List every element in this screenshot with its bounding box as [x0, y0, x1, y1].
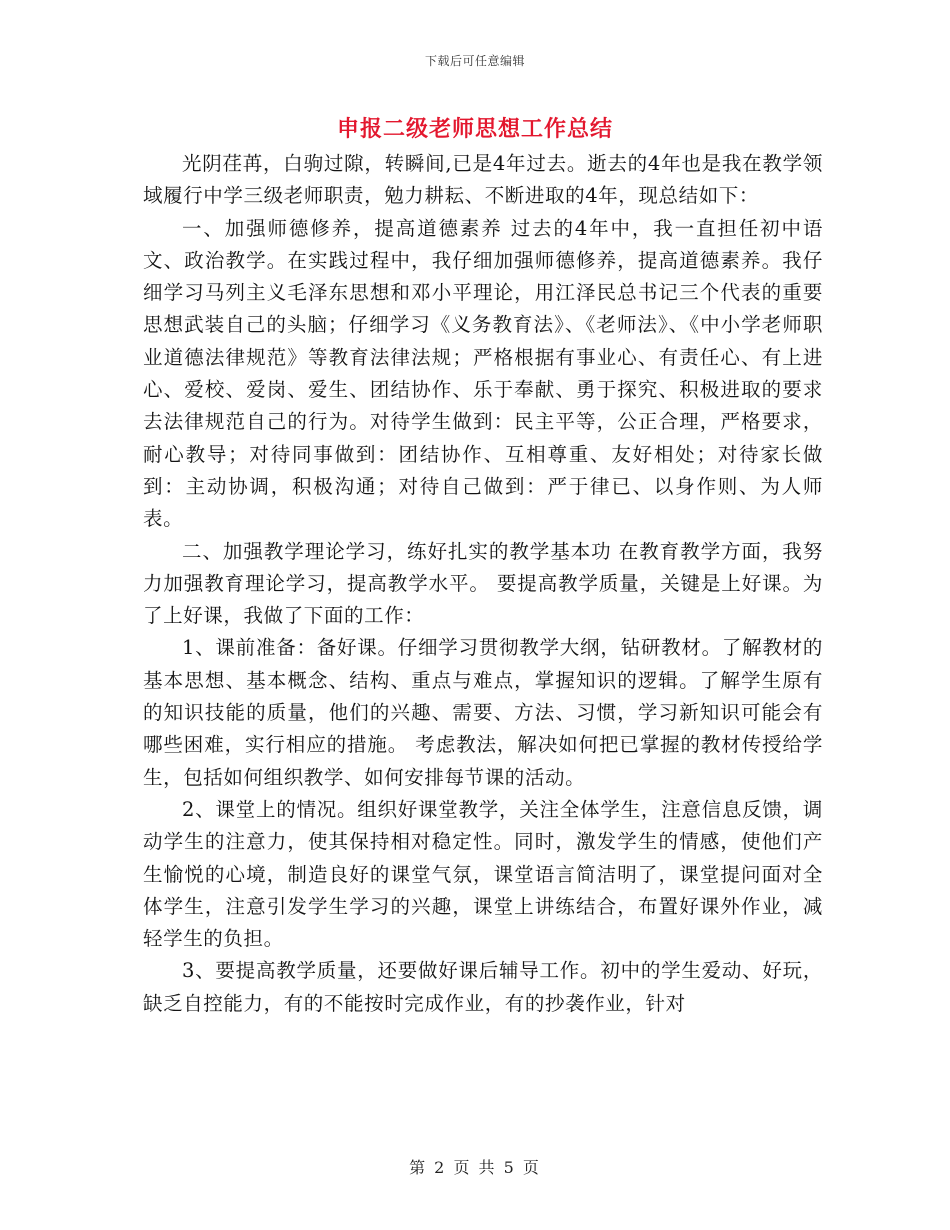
paragraph-intro: 光阴荏苒，白驹过隙，转瞬间,已是4年过去。逝去的4年也是我在教学领域履行中学三级老师职责，勉力耕耘、不断进取的4年，现总结如下：: [143, 152, 823, 208]
paragraph-section-2: 二、加强教学理论学习，练好扎实的教学基本功 在教育教学方面，我努力加强教育理论学习，提高教学水平。 要提高教学质量，关键是上好课。为了上好课，我做了下面的工作：: [143, 539, 823, 628]
paragraph-item-3: 3、要提高教学质量，还要做好课后辅导工作。初中的学生爱动、好玩，缺乏自控能力，有的不能按时完成作业，有的抄袭作业，针对: [143, 959, 823, 1015]
paragraph-item-1: 1、课前准备：备好课。仔细学习贯彻教学大纲，钻研教材。了解教材的基本思想、基本概念、结构、重点与难点，掌握知识的逻辑。了解学生原有的知识技能的质量，他们的兴趣、需要、方法、习惯，学习新知识可能会有哪些困难，实行相应的措施。 考虑教法，解决如何把已掌握的教材传授给学生，包括如何组织教学、如何安排每节课的活动。: [143, 636, 823, 789]
paragraph-section-1: 一、加强师德修养，提高道德素养 过去的4年中，我一直担任初中语文、政治教学。在实践过程中，我仔细加强师德修养，提高道德素养。我仔细学习马列主义毛泽东思想和邓小平理论，用江泽民总书记三个代表的重要思想武装自己的头脑；仔细学习《义务教育法》、《老师法》、《中小学老师职业道德法律规范》等教育法律法规；严格根据有事业心、有责任心、有上进心、爱校、爱岗、爱生、团结协作、乐于奉献、勇于探究、积极进取的要求去法律规范自己的行为。对待学生做到：民主平等，公正合理，严格要求，耐心教导；对待同事做到：团结协作、互相尊重、友好相处；对待家长做到：主动协调，积极沟通；对待自己做到：严于律已、以身作则、为人师表。: [143, 216, 823, 531]
document-title: 申报二级老师思想工作总结: [336, 117, 613, 142]
header-note: 下载后可任意编辑: [424, 54, 525, 68]
page-number-footer: 第 2 页 共 5 页: [409, 1158, 541, 1177]
document-body: [143, 148, 823, 1020]
paragraph-item-2: 2、课堂上的情况。组织好课堂教学，关注全体学生，注意信息反馈，调动学生的注意力，使其保持相对稳定性。同时，激发学生的情感，使他们产生愉悦的心境，制造良好的课堂气氛，课堂语言简洁明了，课堂提问面对全体学生，注意引发学生学习的兴趣，课堂上讲练结合，布置好课外作业，减轻学生的负担。: [143, 797, 823, 951]
